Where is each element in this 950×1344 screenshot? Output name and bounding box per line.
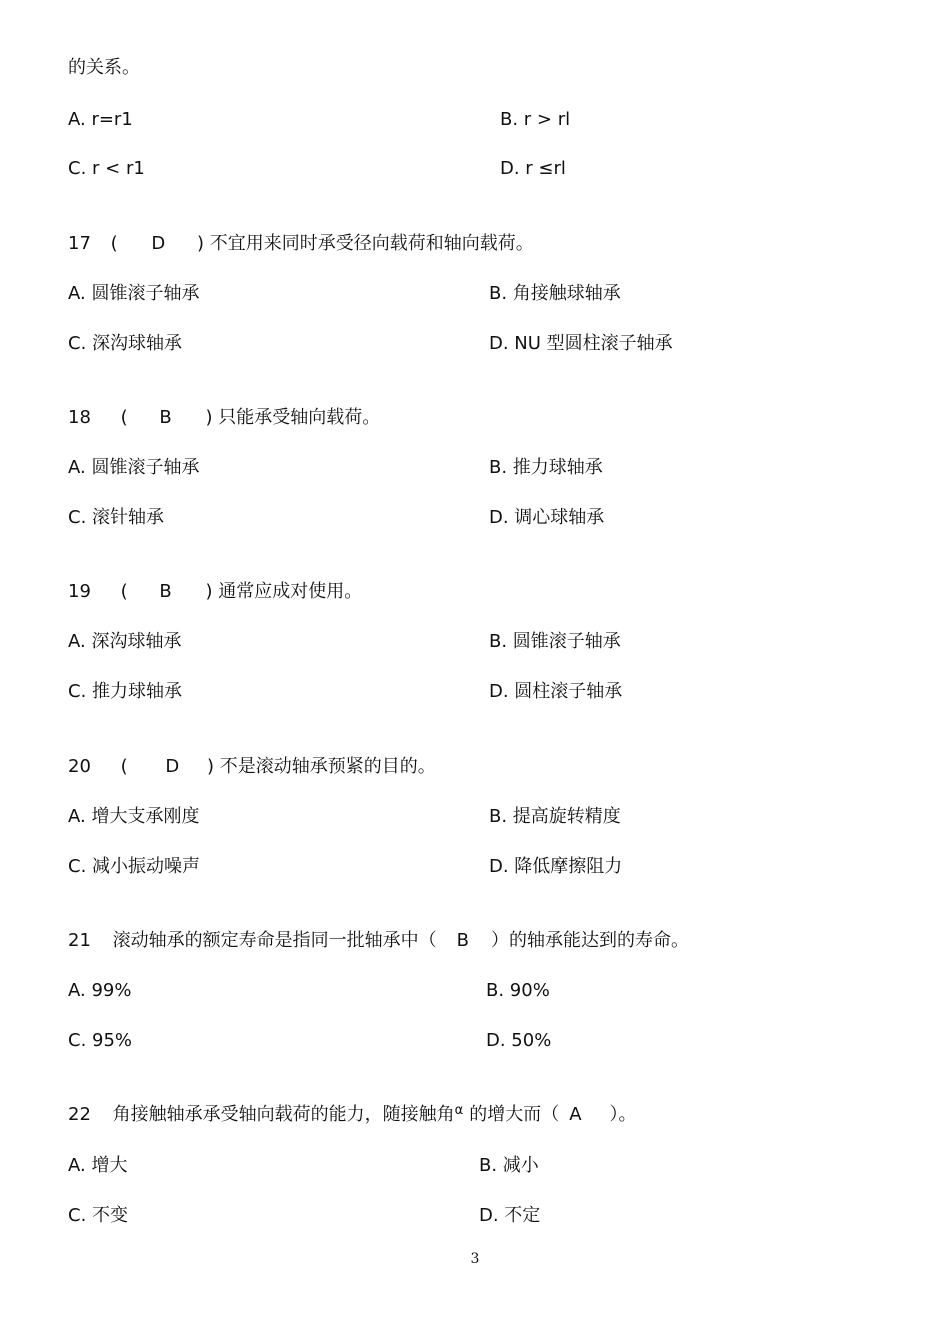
q20-option-c: C. 减小振动噪声 xyxy=(68,856,201,877)
q22-option-b: B. 减小 xyxy=(479,1155,539,1176)
q22-option-c: C. 不变 xyxy=(68,1205,129,1226)
q22-number: 22 xyxy=(68,1104,91,1125)
q16-option-d: D. r ≤rl xyxy=(500,158,566,179)
q19-option-a: A. 深沟球轴承 xyxy=(68,631,182,652)
q18-option-d: D. 调心球轴承 xyxy=(489,507,605,528)
q19-question: 19 ( B ) 通常应成对使用。 xyxy=(68,581,363,602)
q19-option-d: D. 圆柱滚子轴承 xyxy=(489,681,623,702)
q16-option-b: B. r > rl xyxy=(500,109,571,130)
q18-question: 18 ( B ) 只能承受轴向载荷。 xyxy=(68,407,381,428)
q19-answer: B xyxy=(159,581,172,602)
q19-text: 通常应成对使用。 xyxy=(218,581,363,602)
q20-question: 20 ( D ) 不是滚动轴承预紧的目的。 xyxy=(68,756,436,777)
q22-option-d: D. 不定 xyxy=(479,1205,541,1226)
intro-tail: 的关系。 xyxy=(68,57,140,78)
q18-answer: B xyxy=(159,407,172,428)
q19-number: 19 xyxy=(68,581,91,602)
q20-text: 不是滚动轴承预紧的目的。 xyxy=(219,756,436,777)
q17-option-c: C. 深沟球轴承 xyxy=(68,333,183,354)
q20-answer: D xyxy=(165,756,180,777)
q20-option-a: A. 增大支承刚度 xyxy=(68,806,200,827)
q17-option-d: D. NU 型圆柱滚子轴承 xyxy=(489,333,673,354)
q17-text: 不宜用来同时承受径向载荷和轴向载荷。 xyxy=(209,233,534,254)
q18-number: 18 xyxy=(68,407,91,428)
q17-answer: D xyxy=(151,233,166,254)
q19-option-c: C. 推力球轴承 xyxy=(68,681,183,702)
q16-option-a: A. r=r1 xyxy=(68,109,133,130)
q21-option-d: D. 50% xyxy=(486,1030,552,1051)
q22-question: 22 角接触轴承承受轴向载荷的能力，随接触角$^\alpha$ 的增大而（ A ）。 xyxy=(68,1103,637,1125)
q17-question: 17 ( D ) 不宜用来同时承受径向载荷和轴向载荷。 xyxy=(68,233,534,254)
q21-option-b: B. 90% xyxy=(486,980,550,1001)
q17-option-b: B. 角接触球轴承 xyxy=(489,283,621,304)
q18-option-b: B. 推力球轴承 xyxy=(489,457,603,478)
q18-text: 只能承受轴向载荷。 xyxy=(218,407,381,428)
q22-answer: A xyxy=(569,1104,582,1125)
alpha-symbol: α xyxy=(454,1103,464,1118)
q20-option-b: B. 提高旋转精度 xyxy=(489,806,621,827)
q18-option-a: A. 圆锥滚子轴承 xyxy=(68,457,200,478)
q21-answer: B xyxy=(456,930,469,951)
page-number: 3 xyxy=(470,1251,480,1267)
q20-option-d: D. 降低摩擦阻力 xyxy=(489,856,623,877)
q21-option-a: A. 99% xyxy=(68,980,132,1001)
q20-number: 20 xyxy=(68,756,91,777)
q22-option-a: A. 增大 xyxy=(68,1155,128,1176)
q17-option-a: A. 圆锥滚子轴承 xyxy=(68,283,200,304)
q16-option-c: C. r < r1 xyxy=(68,158,145,179)
q17-number: 17 xyxy=(68,233,91,254)
q21-number: 21 xyxy=(68,930,91,951)
q21-question: 21 滚动轴承的额定寿命是指同一批轴承中（ B ）的轴承能达到的寿命。 xyxy=(68,930,689,951)
q18-option-c: C. 滚针轴承 xyxy=(68,507,165,528)
q21-option-c: C. 95% xyxy=(68,1030,133,1051)
q19-option-b: B. 圆锥滚子轴承 xyxy=(489,631,621,652)
